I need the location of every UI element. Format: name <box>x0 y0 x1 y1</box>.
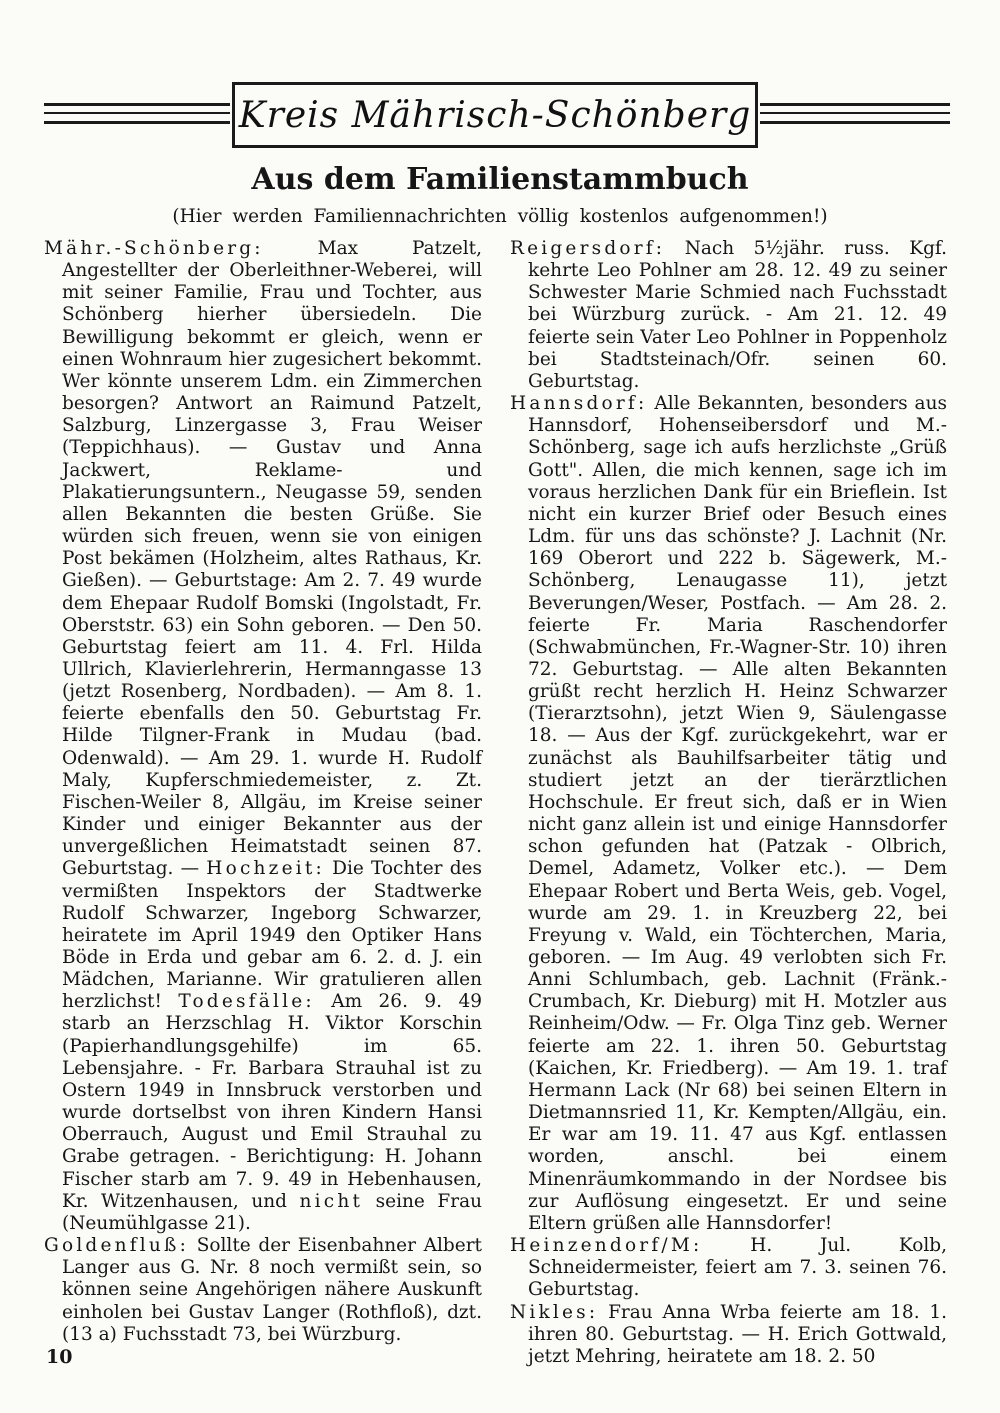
page-subtitle: (Hier werden Familiennachrichten völlig kostenlos aufgenommen!) <box>172 206 828 227</box>
entry-text: Die Tochter des vermißten Inspektors der Stadtwerke Rudolf Schwarzer, Ingeborg Schwarzer, heiratete im April 1949 den Optiker Hans Böde in Erda und gebar am 6. 2. d. J. ein Mädchen, Marianne. Wir gratulieren allen herzlichst! <box>62 858 482 1013</box>
entry-place: Reigersdorf: <box>510 238 666 259</box>
entry-text: Nach 5½jähr. russ. Kgf. kehrte Leo Pohlner am 28. 12. 49 zu seiner Schwester Marie Schmied nach Fuchsstadt bei Würzburg zurück. - Am 21. 12. 49 feierte sein Vater Leo Pohlner in Poppenholz bei Stadtsteinach/Ofr. seinen 60. Geburtstag. <box>528 238 947 392</box>
entry-spaced-word: nicht <box>299 1190 364 1212</box>
section-rubric <box>232 82 758 148</box>
header-rule-right-top <box>760 103 950 106</box>
entry-text: Am 26. 9. 49 starb an Herzschlag H. Viktor Korschin (Papierhandlungsgehilfe) im 65. Lebensjahre. - Fr. Barbara Strauhal ist zu Ostern 1949 in Innsbruck verstorben und wurde dortselbst von ihren Kindern Hansi Oberrauch, August und Emil Strauhal zu Grabe getragen. - Berichtigung: H. Johann Fischer starb am 7. 9. 49 in Hebenhausen, Kr. Witzenhausen, und <box>62 991 482 1212</box>
header-rule-right-mid <box>760 112 950 114</box>
page-number: 10 <box>46 1346 73 1368</box>
entry-spaced-heading: Hochzeit: <box>206 858 325 880</box>
entry-nikles <box>510 1302 947 1368</box>
entry-place: Heinzendorf/M: <box>510 1235 703 1257</box>
page-title: Aus dem Familienstammbuch <box>251 162 749 197</box>
entry-goldenfluss <box>44 1235 482 1346</box>
left-column <box>44 238 482 1346</box>
entry-place: Goldenfluß: <box>44 1235 190 1257</box>
rubric-title: Kreis Mährisch-Schönberg <box>238 94 752 136</box>
header-rule-left-bottom <box>44 121 230 124</box>
header-rule-right-bottom <box>760 121 950 124</box>
entry-text: Frau Anna Wrba feierte am 18. 1. ihren 80. Geburtstag. — H. Erich Gottwald, jetzt Mehring, heiratete am 18. 2. 50 <box>528 1301 947 1367</box>
entry-text: H. Jul. Kolb, Schneidermeister, feiert am 7. 3. seinen 76. Geburtstag. <box>528 1235 947 1301</box>
entry-text: Alle Bekannten, besonders aus Hannsdorf, Hohenseibersdorf und M.-Schönberg, sage ich aufs herzlichste „Grüß Gott". Allen, die mich kennen, sage ich im voraus herzlichen Dank für ein Brieflein. Ist nicht ein kurzer Brief oder Besuch eines Ldm. für uns das schönste? J. Lachnit (Nr. 169 Oberort und 222 b. Sägewerk, M.-Schönberg, Lenaugasse 11), jetzt Beverungen/Weser, Postfach. — Am 28. 2. feierte Fr. Maria Raschendorfer (Schwabmünchen, Fr.-Wagner-Str. 10) ihren 72. Geburtstag. — Alle alten Bekannten grüßt recht herzlich H. Heinz Schwarzer (Tierarztsohn), jetzt Wien 9, Säulengasse 18. — Aus der Kgf. zurückgekehrt, war er zunächst als Bauhilfsarbeiter tätig und studiert jetzt an der tierärztlichen Hochschule. Er freut sich, daß er in Wien nicht ganz allein ist und einige Hannsdorfer schon gefunden hat (Patzak - Olbrich, Demel, Adametz, Volker etc.). — Dem Ehepaar Robert und Berta Weis, geb. Vogel, wurde am 29. 1. in Kreuzberg 22, bei Freyung v. Wald, ein Töchterchen, Maria, geboren. — Im Aug. 49 verlobten sich Fr. Anni Schlumbach, geb. Lachnit (Fränk.-Crumbach, Kr. Dieburg) mit H. Motzler aus Reinheim/Odw. — Fr. Olga Tinz geb. Werner feierte am 22. 1. ihren 50. Geburtstag (Kaichen, Kr. Friedberg). — Am 19. 1. traf Hermann Lack (Nr 68) bei seinen Eltern in Dietmannsried 11, Kr. Kempten/Allgäu, ein. Er war am 19. 11. 47 aus Kgf. entlassen worden, anschl. bei einem Minenräumkommando in der Nordsee bis zur Auflösung eingesetzt. Er und seine Eltern grüßen alle Hannsdorfer! <box>528 393 947 1234</box>
entry-text: Sollte der Eisenbahner Albert Langer aus G. Nr. 8 noch vermißt sein, so können seine Angehörigen nähere Auskunft einholen bei Gustav Langer (Rothfloß), dzt. (13 a) Fuchsstadt 73, bei Würzburg. <box>62 1235 482 1345</box>
entry-place: Mähr.-Schönberg: <box>44 238 264 259</box>
header-rule-left-mid <box>44 112 230 114</box>
entry-place: Nikles: <box>510 1301 599 1323</box>
entry-text: seine Frau (Neumühlgasse 21). <box>62 1190 483 1234</box>
entry-spaced-heading: Todesfälle: <box>178 991 315 1013</box>
entry-reigersdorf <box>510 238 947 393</box>
entry-place: Hannsdorf: <box>510 393 648 415</box>
entry-heinzendorf <box>510 1235 947 1301</box>
header-rule-left-top <box>44 103 230 106</box>
entry-hannsdorf <box>510 393 947 1235</box>
entry-text: Max Patzelt, Angestellter der Oberleithner-Weberei, will mit seiner Familie, Frau und Tochter, aus Schönberg hierher übersiedeln. Die Bewilligung bekommt er gleich, wenn er einen Wohnraum hier zugesichert bekommt. Wer könnte unserem Ldm. ein Zimmerchen besorgen? Antwort an Raimund Patzelt, Salzburg, Linzergasse 3, Frau Weiser (Teppichhaus). — Gustav und Anna Jackwert, Reklame- und Plakatierungsuntern., Neugasse 59, senden allen Bekannten die besten Grüße. Sie würden sich freuen, wenn sie von einigen Post bekämen (Holzheim, altes Rathaus, Kr. Gießen). — Geburtstage: Am 2. 7. 49 wurde dem Ehepaar Rudolf Bomski (Ingolstadt, Fr. Oberststr. 63) ein Sohn geboren. — Den 50. Geburtstag feiert am 11. 4. Frl. Hilda Ullrich, Klavierlehrerin, Hermanngasse 13 (jetzt Rosenberg, Nordbaden). — Am 8. 1. feierte ebenfalls den 50. Geburtstag Fr. Hilde Tilgner-Frank in Mudau (bad. Odenwald). — Am 29. 1. wurde H. Rudolf Maly, Kupferschmiedemeister, z. Zt. Fischen-Weiler 8, Allgäu, im Kreise seiner Kinder und einiger Bekannter aus der unvergeßlichen Heimatstadt seinen 87. Geburtstag. — <box>62 238 482 880</box>
entry-maehr-schoenberg <box>44 238 482 1235</box>
right-column <box>510 238 947 1368</box>
